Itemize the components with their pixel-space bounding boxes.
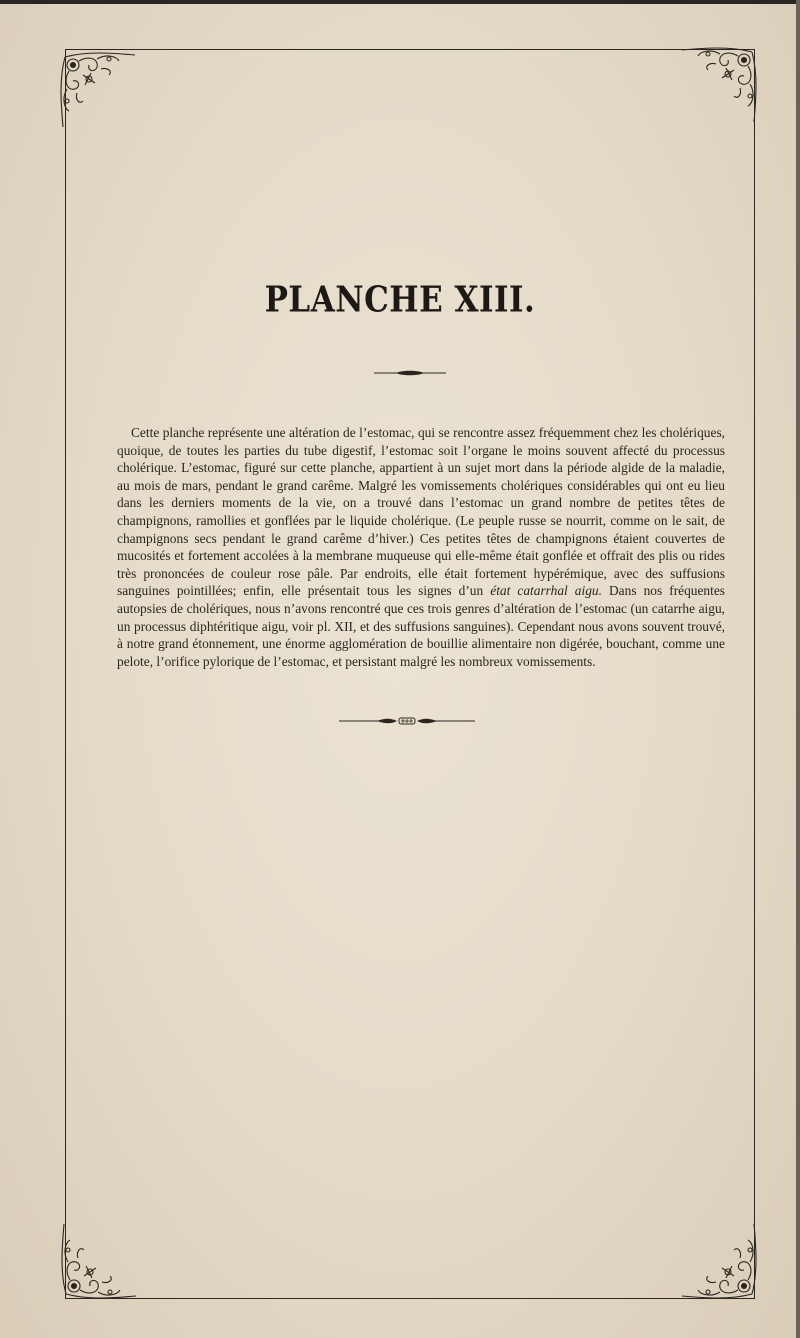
plate-title: PLANCHE XIII.	[264, 279, 536, 321]
corner-ornament-bottom-right	[680, 1222, 760, 1302]
end-divider-ornament	[337, 715, 477, 727]
corner-ornament-top-left	[57, 49, 137, 129]
page-edge	[796, 0, 800, 1338]
page-border-frame	[65, 49, 755, 1299]
paragraph-text-part-1: Cette planche représente une altération de l’estomac, qui se rencontre assez fréquemment chez les cholériques, quoique, de toutes les parties du tube digestif, l’estomac soit l’organe le moins souvent affecté du processus cholérique. L’estomac, figuré sur cette planche, appartient à un sujet mort dans la période algide de la maladie, au mois de mars, pendant le grand carême. Malgré les vomissements cholériques considérables qui ont eu lieu dans les derniers moments de la vie, on a trouvé dans l’estomac un grand nombre de petites têtes de champignons, ramollies et gonflées par le liquide cholérique. (Le peuple russe se nourrit, comme on le sait, de champignons secs pendant le grand carême d’hiver.) Ces petites têtes de champignons étaient couvertes de mucosités et fortement accolées à la membrane muqueuse qui elle-même était gonflée et offrait des plis ou rides très prononcées de couleur rose pâle. Par endroits, elle était fortement hypérémique, avec des suffusions sanguines pointillées; enfin, elle présentait tous les signes d’un	[117, 425, 725, 599]
corner-ornament-top-right	[680, 44, 760, 124]
corner-ornament-bottom-left	[58, 1222, 138, 1302]
paragraph-italic-term: état catarrhal aigu.	[490, 583, 602, 599]
paragraph-text-part-2: Dans nos fréquentes autopsies de cholériques, nous n’avons rencontré que ces trois genres d’altération de l’estomac (un catarrhe aigu, un processus diphtéritique aigu, voir pl. XII, et des suffusions sanguines). Cependant nous avons souvent trouvé, à notre grand étonnement, une énorme agglomération de bouillie alimentaire non digérée, bouchant, comme une pelote, l’orifice pylorique de l’estomac, et persistant malgré les nombreux vomissements.	[117, 583, 726, 669]
plate-description-paragraph	[117, 424, 725, 670]
book-page	[0, 4, 796, 1338]
title-divider-ornament	[372, 368, 448, 378]
